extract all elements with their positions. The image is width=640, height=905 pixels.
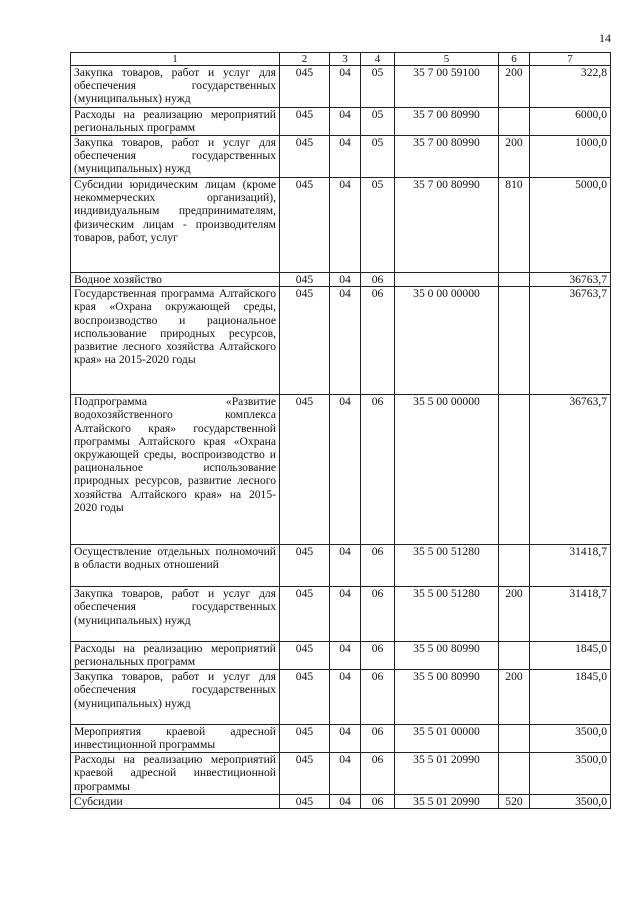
column-header: 6	[499, 53, 530, 66]
table-row	[71, 642, 611, 670]
subsection-code-cell: 06	[361, 795, 395, 809]
section-code-cell: 04	[330, 670, 361, 725]
target-article-code-cell: 35 5 01 00000	[395, 725, 499, 753]
item-name-cell: Закупка товаров, работ и услуг для обеспечения государственных (муниципальных) нужд	[71, 136, 280, 178]
section-code-cell: 04	[330, 795, 361, 809]
table-row	[71, 66, 611, 108]
expense-type-code-cell: 810	[499, 178, 530, 273]
item-name-cell: Расходы на реализацию мероприятий региональных программ	[71, 642, 280, 670]
target-article-code-cell: 35 5 00 51280	[395, 587, 499, 642]
target-article-code-cell	[395, 273, 499, 287]
table-header-row	[71, 53, 611, 66]
subsection-code-cell: 06	[361, 642, 395, 670]
item-name-cell: Расходы на реализацию мероприятий краевой адресной инвестиционной программы	[71, 753, 280, 795]
target-article-code-cell: 35 5 00 80990	[395, 642, 499, 670]
page-number: 14	[599, 31, 611, 45]
expense-type-code-cell	[499, 287, 530, 395]
table-row	[71, 545, 611, 587]
expense-type-code-cell	[499, 273, 530, 287]
expense-type-code-cell	[499, 753, 530, 795]
section-code-cell: 04	[330, 642, 361, 670]
item-name-cell: Мероприятия краевой адресной инвестиционной программы	[71, 725, 280, 753]
table-row	[71, 178, 611, 273]
ministry-code-cell: 045	[280, 753, 330, 795]
item-name-cell: Подпрограмма «Развитие водохозяйственного комплекса Алтайского края» государственной программы Алтайского края «Охрана окружающей среды, воспроизводство и рациональное использование природных ресурсов, развитие лесного хозяйства Алтайского края» на 2015-2020 годы	[71, 395, 280, 545]
table-row	[71, 108, 611, 136]
column-header: 2	[280, 53, 330, 66]
section-code-cell: 04	[330, 587, 361, 642]
item-name-cell: Закупка товаров, работ и услуг для обеспечения государственных (муниципальных) нужд	[71, 587, 280, 642]
ministry-code-cell: 045	[280, 725, 330, 753]
target-article-code-cell: 35 7 00 80990	[395, 178, 499, 273]
item-name-cell: Государственная программа Алтайского края «Охрана окружающей среды, воспроизводство и рациональное использование природных ресурсов, развитие лесного хозяйства Алтайского края» на 2015-2020 годы	[71, 287, 280, 395]
subsection-code-cell: 06	[361, 287, 395, 395]
amount-cell: 1000,0	[530, 136, 611, 178]
ministry-code-cell: 045	[280, 670, 330, 725]
amount-cell: 31418,7	[530, 587, 611, 642]
table-row	[71, 795, 611, 809]
expense-type-code-cell	[499, 725, 530, 753]
amount-cell: 3500,0	[530, 795, 611, 809]
section-code-cell: 04	[330, 108, 361, 136]
column-header: 5	[395, 53, 499, 66]
target-article-code-cell: 35 7 00 80990	[395, 136, 499, 178]
item-name-cell: Осуществление отдельных полномочий в области водных отношений	[71, 545, 280, 587]
amount-cell: 36763,7	[530, 395, 611, 545]
target-article-code-cell: 35 5 01 20990	[395, 795, 499, 809]
column-header: 3	[330, 53, 361, 66]
ministry-code-cell: 045	[280, 273, 330, 287]
expense-type-code-cell	[499, 642, 530, 670]
item-name-cell: Закупка товаров, работ и услуг для обеспечения государственных (муниципальных) нужд	[71, 670, 280, 725]
target-article-code-cell: 35 5 00 51280	[395, 545, 499, 587]
amount-cell: 36763,7	[530, 273, 611, 287]
table-row	[71, 395, 611, 545]
expense-type-code-cell	[499, 108, 530, 136]
subsection-code-cell: 06	[361, 273, 395, 287]
subsection-code-cell: 05	[361, 136, 395, 178]
column-header: 1	[71, 53, 280, 66]
column-header: 4	[361, 53, 395, 66]
subsection-code-cell: 06	[361, 545, 395, 587]
target-article-code-cell: 35 5 00 80990	[395, 670, 499, 725]
ministry-code-cell: 045	[280, 66, 330, 108]
subsection-code-cell: 06	[361, 670, 395, 725]
section-code-cell: 04	[330, 273, 361, 287]
ministry-code-cell: 045	[280, 642, 330, 670]
item-name-cell: Субсидии	[71, 795, 280, 809]
ministry-code-cell: 045	[280, 795, 330, 809]
target-article-code-cell: 35 0 00 00000	[395, 287, 499, 395]
subsection-code-cell: 06	[361, 753, 395, 795]
section-code-cell: 04	[330, 725, 361, 753]
amount-cell: 31418,7	[530, 545, 611, 587]
amount-cell: 322,8	[530, 66, 611, 108]
subsection-code-cell: 06	[361, 725, 395, 753]
amount-cell: 3500,0	[530, 753, 611, 795]
subsection-code-cell: 05	[361, 66, 395, 108]
amount-cell: 36763,7	[530, 287, 611, 395]
table-row	[71, 725, 611, 753]
item-name-cell: Водное хозяйство	[71, 273, 280, 287]
table-row	[71, 587, 611, 642]
expense-type-code-cell: 200	[499, 136, 530, 178]
target-article-code-cell: 35 7 00 80990	[395, 108, 499, 136]
section-code-cell: 04	[330, 395, 361, 545]
amount-cell: 1845,0	[530, 642, 611, 670]
section-code-cell: 04	[330, 287, 361, 395]
ministry-code-cell: 045	[280, 136, 330, 178]
table-row	[71, 287, 611, 395]
section-code-cell: 04	[330, 66, 361, 108]
subsection-code-cell: 05	[361, 178, 395, 273]
expense-type-code-cell: 520	[499, 795, 530, 809]
table-row	[71, 753, 611, 795]
amount-cell: 5000,0	[530, 178, 611, 273]
column-header: 7	[530, 53, 611, 66]
target-article-code-cell: 35 5 00 00000	[395, 395, 499, 545]
item-name-cell: Закупка товаров, работ и услуг для обеспечения государственных (муниципальных) нужд	[71, 66, 280, 108]
amount-cell: 3500,0	[530, 725, 611, 753]
ministry-code-cell: 045	[280, 587, 330, 642]
table-row	[71, 136, 611, 178]
item-name-cell: Субсидии юридическим лицам (кроме некоммерческих организаций), индивидуальным предпринимателям, физическим лицам - производителям товаров, работ, услуг	[71, 178, 280, 273]
expense-type-code-cell: 200	[499, 587, 530, 642]
amount-cell: 6000,0	[530, 108, 611, 136]
subsection-code-cell: 06	[361, 587, 395, 642]
ministry-code-cell: 045	[280, 178, 330, 273]
section-code-cell: 04	[330, 753, 361, 795]
ministry-code-cell: 045	[280, 287, 330, 395]
item-name-cell: Расходы на реализацию мероприятий региональных программ	[71, 108, 280, 136]
expense-type-code-cell	[499, 545, 530, 587]
budget-table	[70, 52, 611, 809]
amount-cell: 1845,0	[530, 670, 611, 725]
ministry-code-cell: 045	[280, 108, 330, 136]
ministry-code-cell: 045	[280, 395, 330, 545]
expense-type-code-cell	[499, 395, 530, 545]
expense-type-code-cell: 200	[499, 66, 530, 108]
subsection-code-cell: 06	[361, 395, 395, 545]
section-code-cell: 04	[330, 545, 361, 587]
section-code-cell: 04	[330, 178, 361, 273]
expense-type-code-cell: 200	[499, 670, 530, 725]
table-row	[71, 273, 611, 287]
ministry-code-cell: 045	[280, 545, 330, 587]
subsection-code-cell: 05	[361, 108, 395, 136]
target-article-code-cell: 35 5 01 20990	[395, 753, 499, 795]
target-article-code-cell: 35 7 00 59100	[395, 66, 499, 108]
table-row	[71, 670, 611, 725]
section-code-cell: 04	[330, 136, 361, 178]
